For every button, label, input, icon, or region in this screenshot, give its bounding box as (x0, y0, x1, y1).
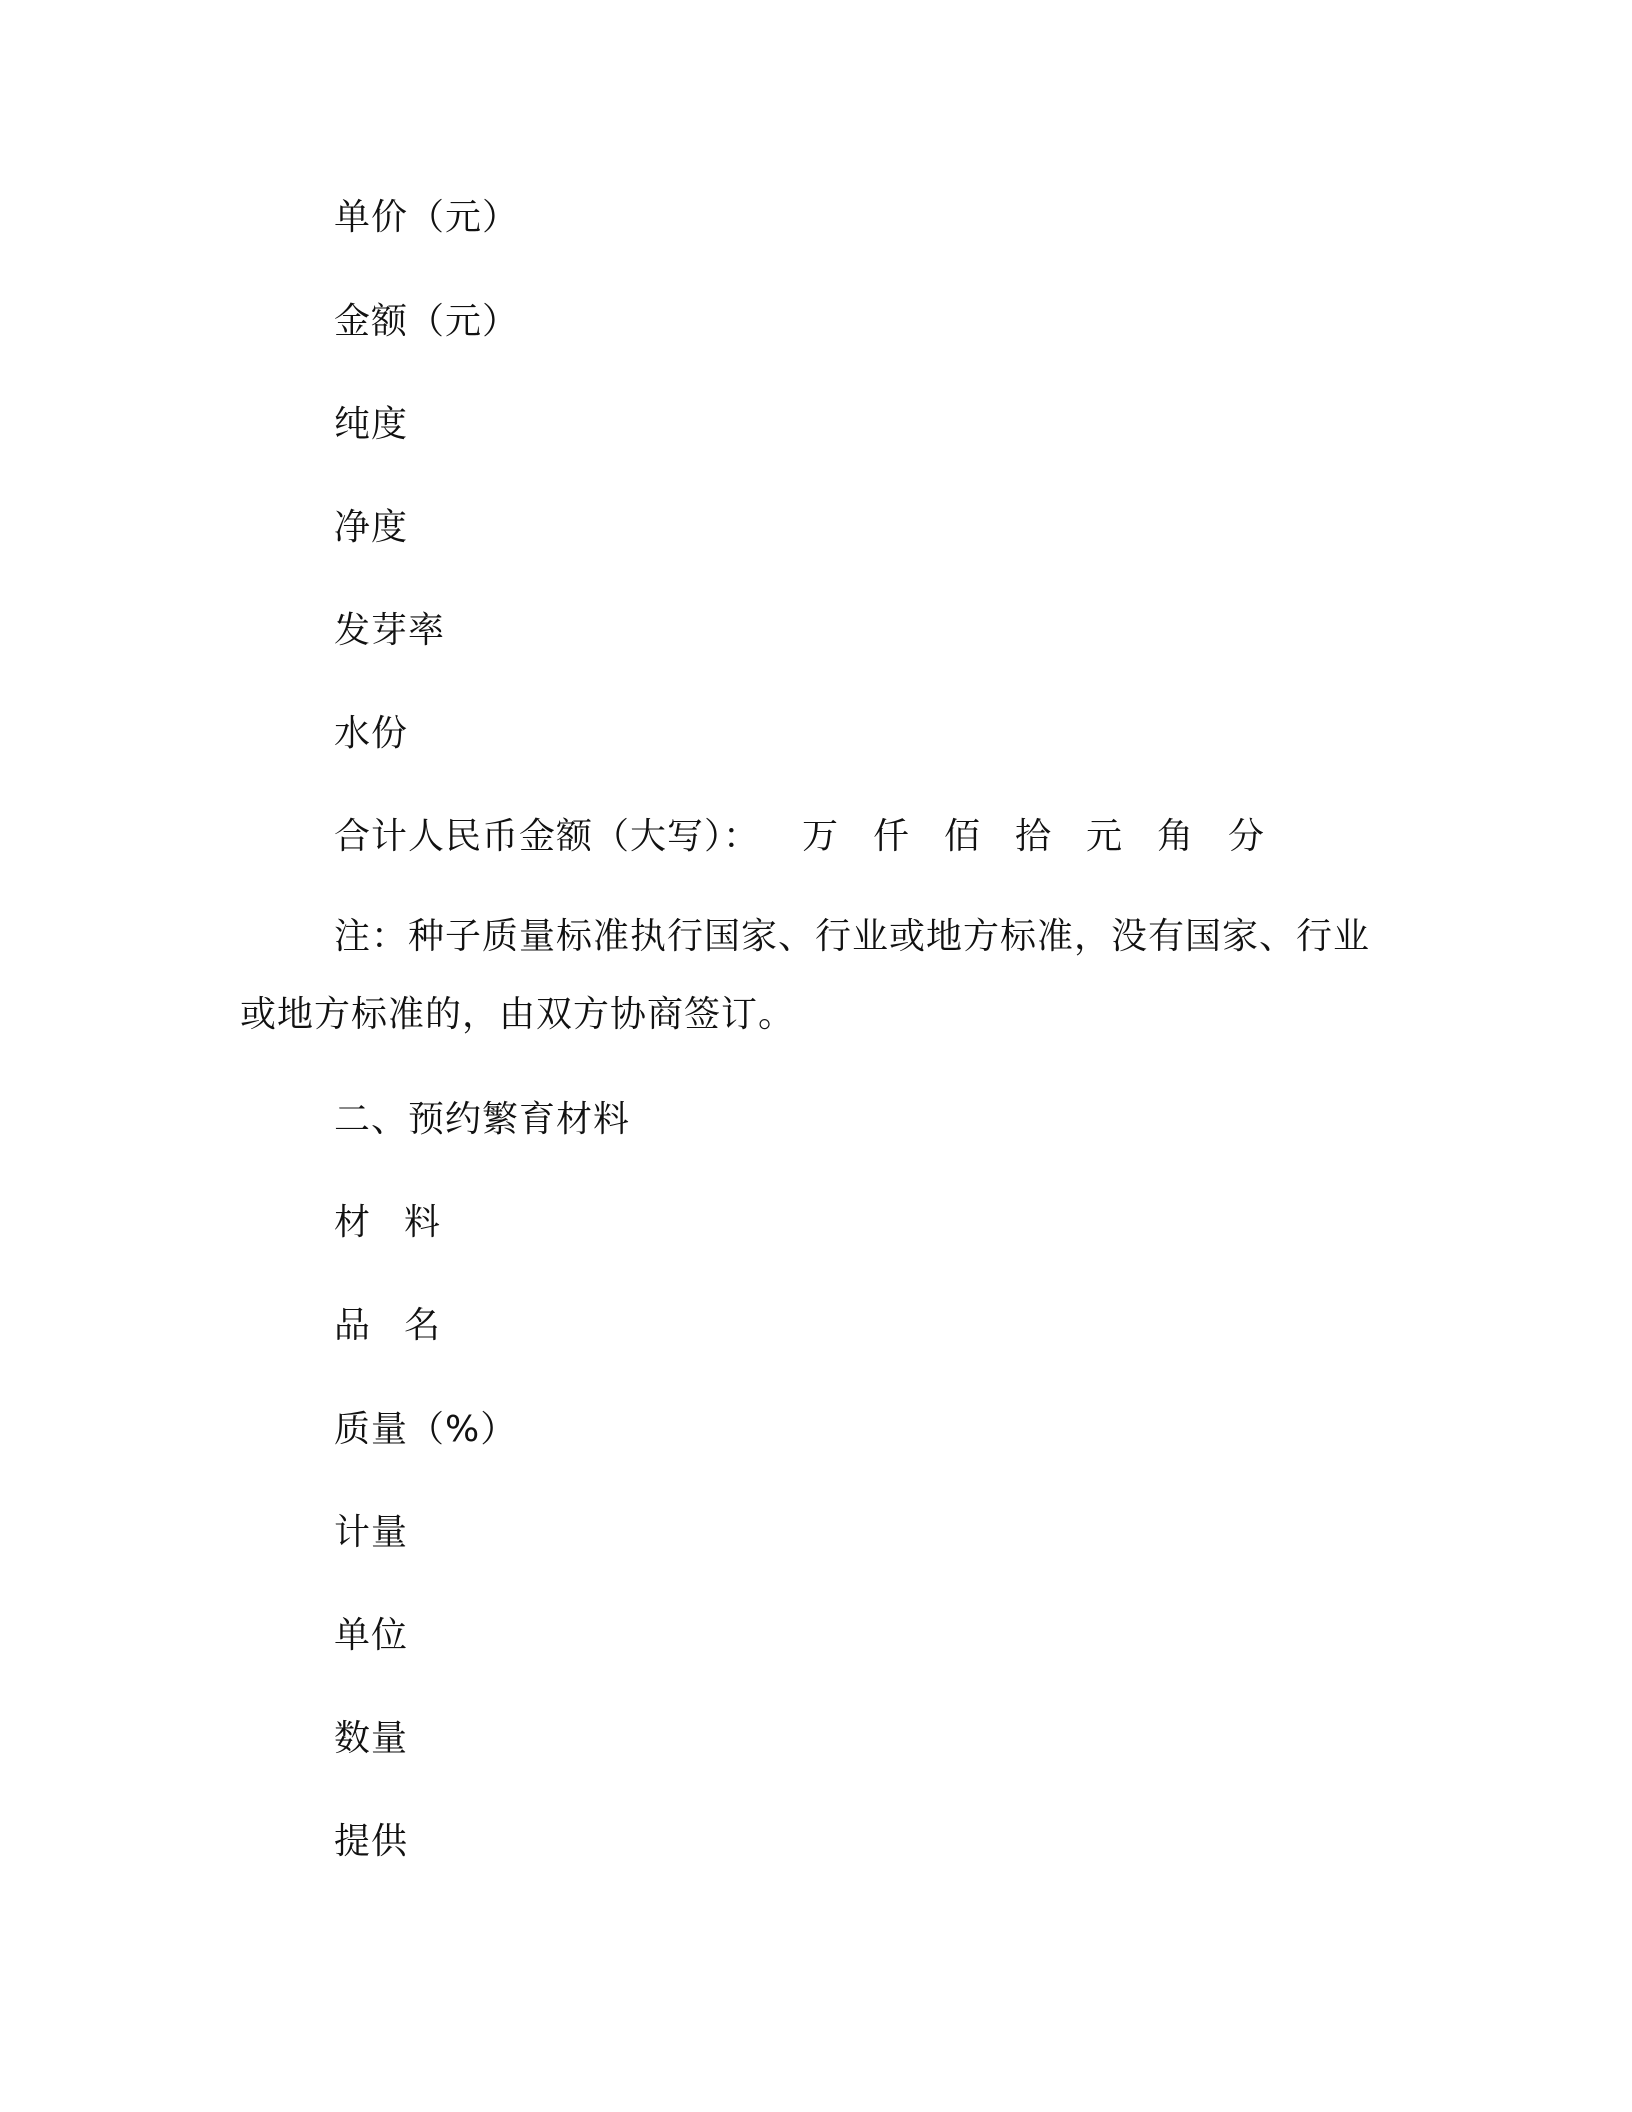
unit-wan: 万 (802, 816, 840, 857)
unit-shi: 拾 (1015, 816, 1053, 857)
section-2-heading: 二、预约繁育材料 (334, 1099, 631, 1140)
unit-jiao: 角 (1157, 816, 1195, 857)
amount-label: 金额（元） (334, 301, 520, 342)
total-amount-label: 合计人民币金额（大写）： (334, 816, 761, 857)
amount-units (802, 811, 1299, 863)
purity-label: 纯度 (334, 404, 409, 445)
supply-label: 提供 (334, 1821, 409, 1862)
total-amount-line (334, 811, 1299, 863)
unit-price-label: 单价（元） (334, 197, 520, 238)
unit-fen: 分 (1228, 816, 1266, 857)
measure-label: 计量 (334, 1512, 409, 1553)
moisture-label: 水份 (334, 713, 409, 754)
unit-bai: 佰 (944, 816, 982, 857)
unit-qian: 仟 (873, 816, 911, 857)
variety-name-label: 品名 (334, 1305, 475, 1346)
unit-label: 单位 (334, 1615, 409, 1656)
quality-percent-label: 质量（%） (334, 1409, 518, 1450)
unit-yuan: 元 (1086, 816, 1124, 857)
germination-rate-label: 发芽率 (334, 610, 446, 651)
cleanliness-label: 净度 (334, 507, 409, 548)
quantity-label: 数量 (334, 1718, 409, 1759)
quality-standard-note: 注：种子质量标准执行国家、行业或地方标准，没有国家、行业或地方标准的，由双方协商签订。 (240, 916, 1371, 1035)
material-label: 材料 (334, 1202, 475, 1243)
